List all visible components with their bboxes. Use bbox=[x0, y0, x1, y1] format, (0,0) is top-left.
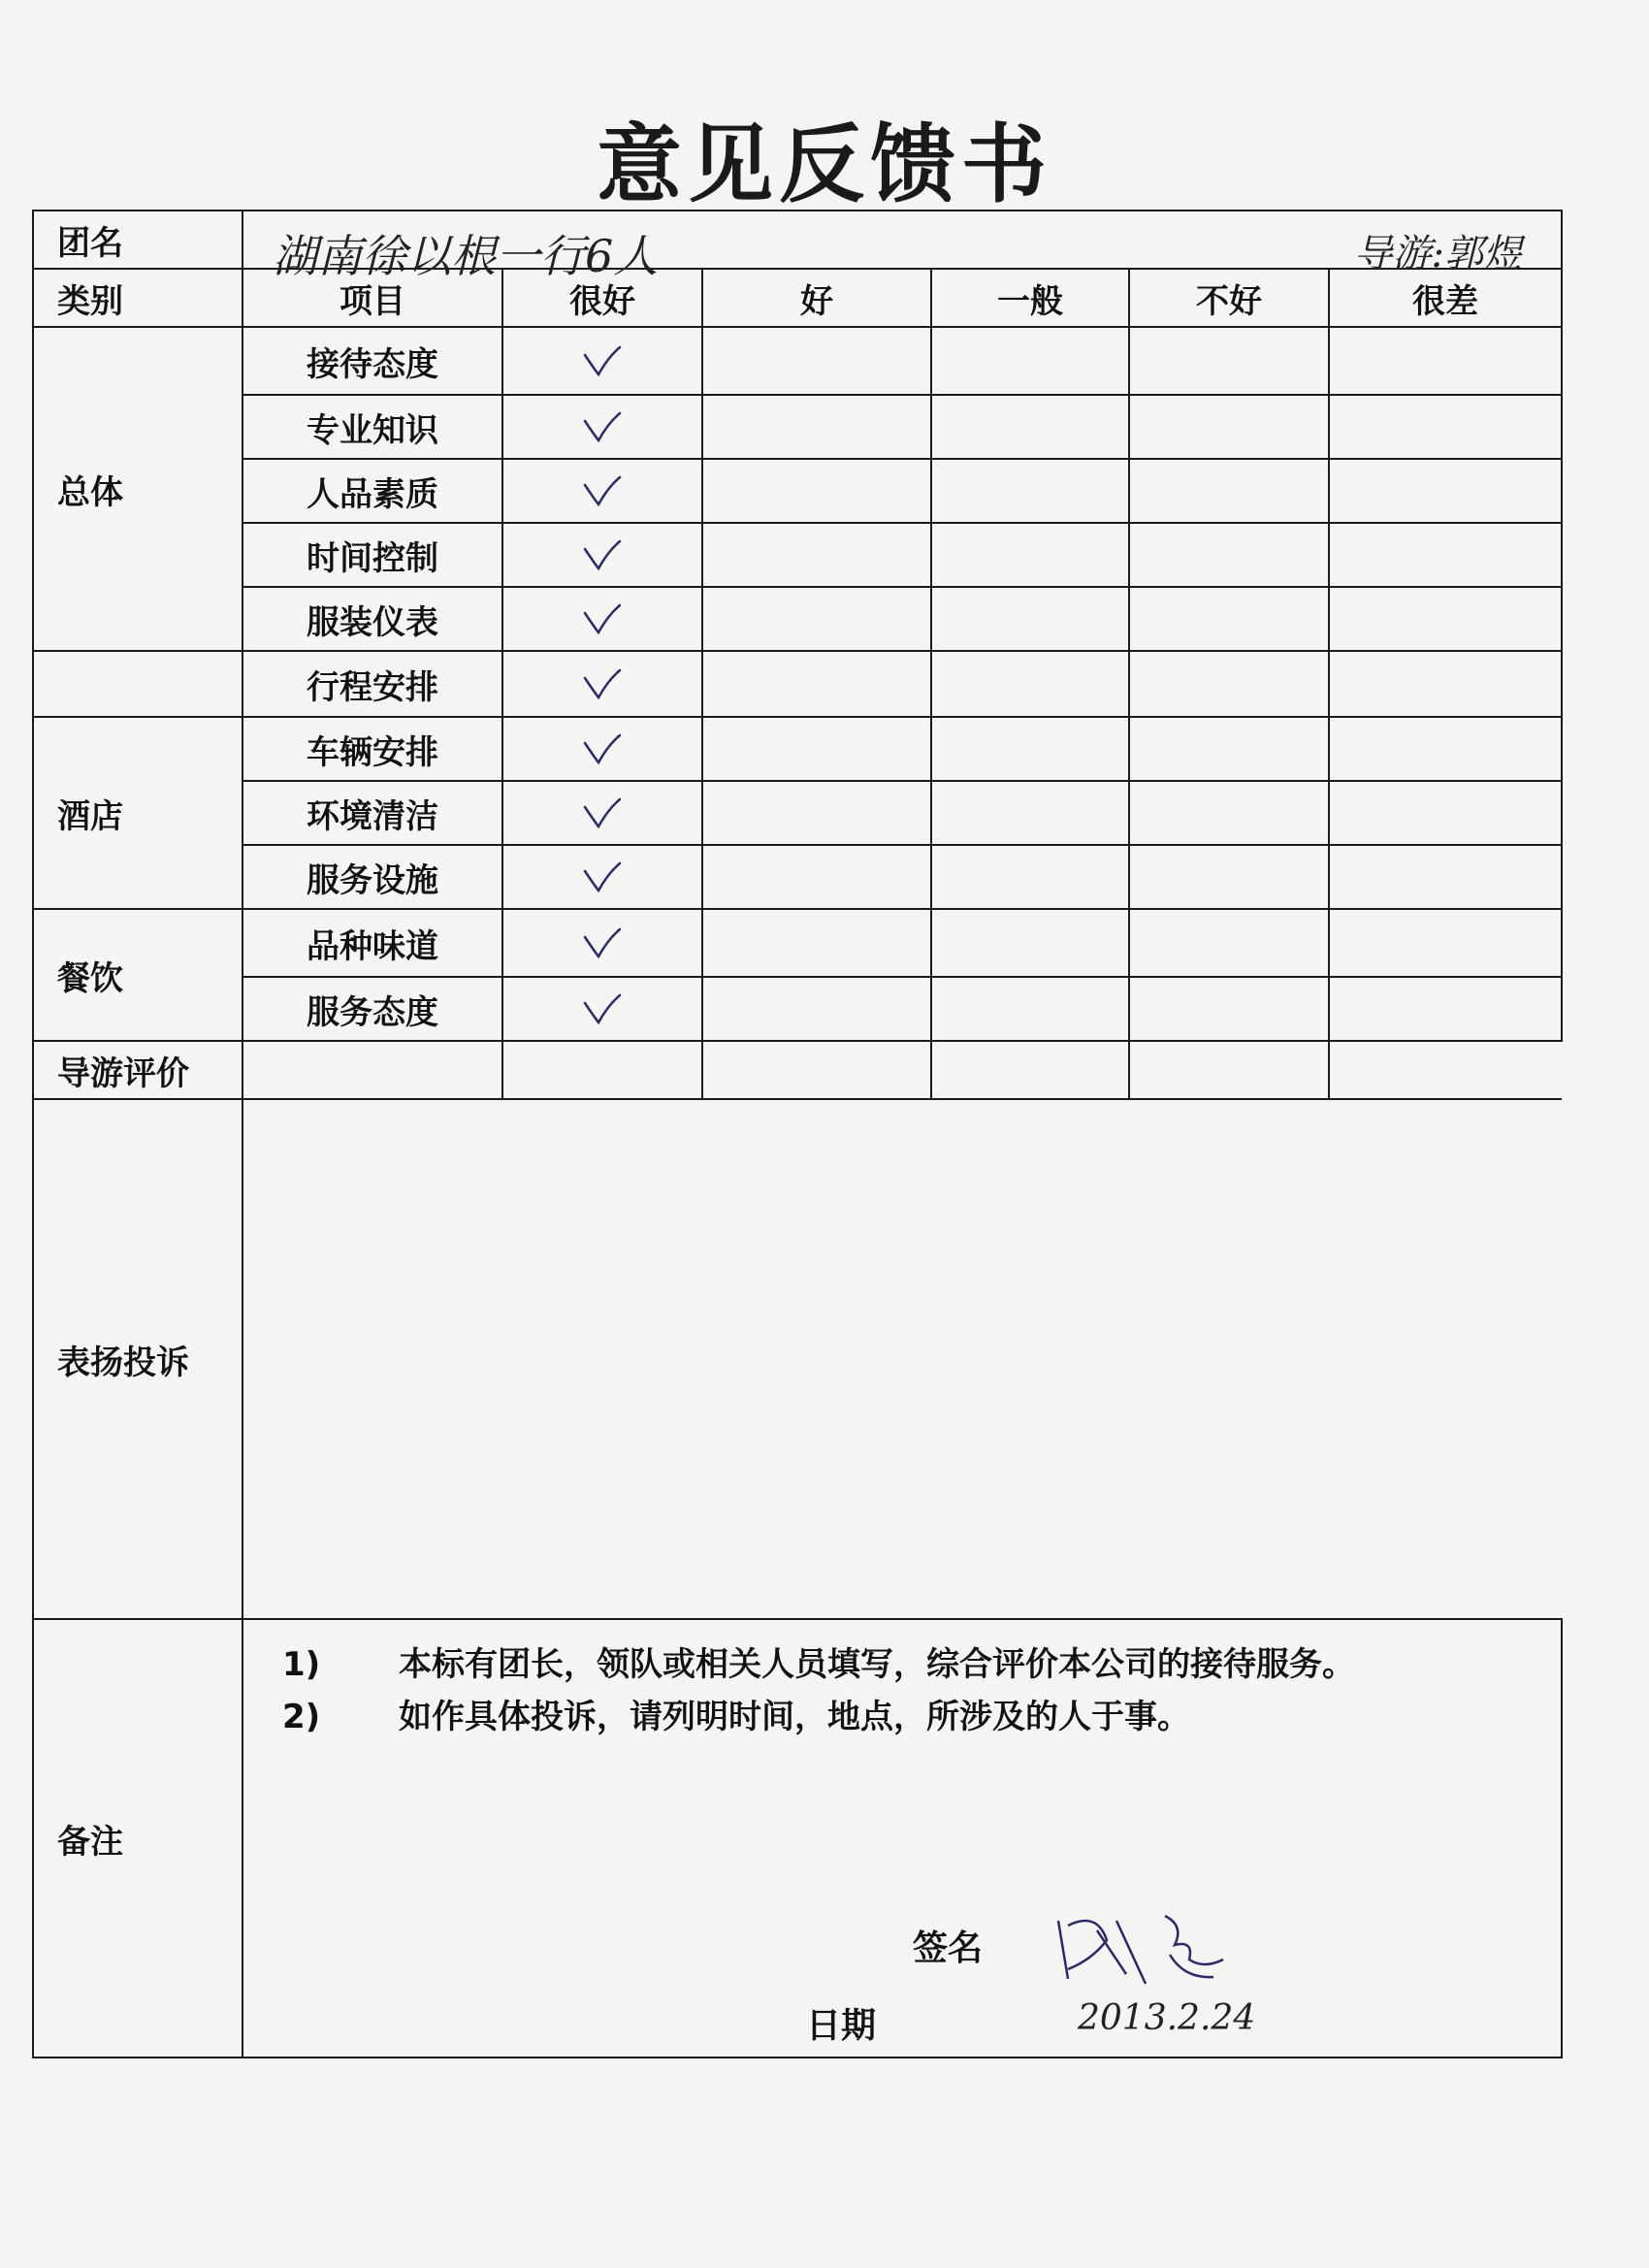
rating-header-good: 好 bbox=[702, 269, 931, 327]
rating-row bbox=[33, 781, 1562, 845]
rating-cell-average[interactable] bbox=[931, 327, 1129, 395]
rating-cell-average[interactable] bbox=[931, 651, 1129, 717]
rating-cell-very-poor[interactable] bbox=[1329, 395, 1562, 459]
rating-cell-good[interactable] bbox=[702, 459, 931, 523]
checkmark-icon bbox=[581, 795, 624, 830]
signature-label: 签名 bbox=[913, 1928, 984, 1968]
rating-cell-very-good[interactable] bbox=[502, 327, 702, 395]
rating-cell-good[interactable] bbox=[702, 523, 931, 587]
note-text: 如作具体投诉，请列明时间，地点，所涉及的人于事。 bbox=[399, 1698, 1190, 1736]
rating-cell-very-good[interactable] bbox=[502, 717, 702, 781]
rating-cell-very-poor[interactable] bbox=[1329, 845, 1562, 909]
rating-cell-average[interactable] bbox=[931, 395, 1129, 459]
item-label: 人品素质 bbox=[242, 459, 502, 523]
rating-cell-very-poor[interactable] bbox=[1329, 651, 1562, 717]
rating-cell-good[interactable] bbox=[702, 977, 931, 1041]
rating-cell-poor[interactable] bbox=[1129, 459, 1329, 523]
rating-cell-poor[interactable] bbox=[1129, 781, 1329, 845]
rating-cell-poor[interactable] bbox=[1129, 395, 1329, 459]
checkmark-icon bbox=[581, 473, 624, 508]
rating-cell-very-good[interactable] bbox=[502, 395, 702, 459]
rating-cell-good[interactable] bbox=[702, 909, 931, 977]
team-name: 湖南徐以根一行6人 bbox=[273, 230, 659, 282]
rating-cell-very-poor[interactable] bbox=[1329, 459, 1562, 523]
note-1 bbox=[282, 1637, 1355, 1685]
rating-cell-very-good[interactable] bbox=[502, 651, 702, 717]
rating-row bbox=[33, 327, 1562, 395]
checkmark-icon bbox=[581, 859, 624, 894]
rating-cell-very-poor[interactable] bbox=[1329, 717, 1562, 781]
guide-eval-cell[interactable] bbox=[242, 1041, 502, 1099]
rating-cell-average[interactable] bbox=[931, 717, 1129, 781]
header-row bbox=[33, 269, 1562, 327]
rating-cell-poor[interactable] bbox=[1129, 845, 1329, 909]
rating-cell-average[interactable] bbox=[931, 977, 1129, 1041]
note-number: 1) bbox=[282, 1645, 321, 1684]
rating-cell-average[interactable] bbox=[931, 459, 1129, 523]
rating-row bbox=[33, 977, 1562, 1041]
checkmark-icon bbox=[581, 666, 624, 701]
rating-row bbox=[33, 459, 1562, 523]
item-label: 行程安排 bbox=[242, 651, 502, 717]
rating-cell-poor[interactable] bbox=[1129, 977, 1329, 1041]
rating-cell-good[interactable] bbox=[702, 781, 931, 845]
guide-eval-cell[interactable] bbox=[931, 1041, 1129, 1099]
item-label: 时间控制 bbox=[242, 523, 502, 587]
guide-eval-label: 导游评价 bbox=[33, 1041, 242, 1099]
item-label: 车辆安排 bbox=[242, 717, 502, 781]
rating-cell-average[interactable] bbox=[931, 845, 1129, 909]
rating-cell-good[interactable] bbox=[702, 327, 931, 395]
rating-row bbox=[33, 845, 1562, 909]
rating-row bbox=[33, 651, 1562, 717]
rating-cell-very-poor[interactable] bbox=[1329, 781, 1562, 845]
praise-complaint-area[interactable] bbox=[242, 1099, 1562, 1619]
rating-cell-average[interactable] bbox=[931, 587, 1129, 651]
item-label: 服装仪表 bbox=[242, 587, 502, 651]
rating-cell-poor[interactable] bbox=[1129, 717, 1329, 781]
guide-eval-cell[interactable] bbox=[1129, 1041, 1329, 1099]
guide-name: 导游:郭煜 bbox=[1353, 232, 1523, 276]
rating-cell-very-good[interactable] bbox=[502, 977, 702, 1041]
item-label: 环境清洁 bbox=[242, 781, 502, 845]
rating-cell-very-good[interactable] bbox=[502, 909, 702, 977]
category-cell: 酒店 bbox=[33, 717, 242, 909]
rating-cell-very-good[interactable] bbox=[502, 781, 702, 845]
remarks-area[interactable] bbox=[242, 1619, 1562, 2057]
rating-cell-poor[interactable] bbox=[1129, 327, 1329, 395]
note-2 bbox=[282, 1690, 1190, 1737]
note-text: 本标有团长，领队或相关人员填写，综合评价本公司的接待服务。 bbox=[399, 1645, 1355, 1684]
guide-eval-cell[interactable] bbox=[702, 1041, 931, 1099]
rating-row bbox=[33, 909, 1562, 977]
rating-cell-very-good[interactable] bbox=[502, 459, 702, 523]
checkmark-icon bbox=[581, 537, 624, 572]
rating-cell-very-poor[interactable] bbox=[1329, 909, 1562, 977]
item-label: 服务态度 bbox=[242, 977, 502, 1041]
rating-header-very-poor: 很差 bbox=[1329, 269, 1562, 327]
rating-cell-poor[interactable] bbox=[1129, 651, 1329, 717]
rating-cell-very-poor[interactable] bbox=[1329, 977, 1562, 1041]
date-value: 2013.2.24 bbox=[1078, 1998, 1256, 2038]
category-cell bbox=[33, 651, 242, 717]
rating-cell-poor[interactable] bbox=[1129, 587, 1329, 651]
item-header: 项目 bbox=[242, 269, 502, 327]
rating-cell-average[interactable] bbox=[931, 781, 1129, 845]
rating-header-average: 一般 bbox=[931, 269, 1129, 327]
checkmark-icon bbox=[581, 731, 624, 766]
rating-cell-very-poor[interactable] bbox=[1329, 523, 1562, 587]
rating-cell-very-good[interactable] bbox=[502, 845, 702, 909]
item-label: 品种味道 bbox=[242, 909, 502, 977]
signature-image bbox=[1049, 1901, 1243, 1989]
date-label: 日期 bbox=[806, 2006, 877, 2046]
rating-row bbox=[33, 395, 1562, 459]
page-title: 意见反馈书 bbox=[596, 113, 1052, 214]
team-value-cell[interactable] bbox=[242, 211, 1562, 282]
rating-cell-poor[interactable] bbox=[1129, 909, 1329, 977]
category-header: 类别 bbox=[33, 269, 242, 327]
guide-eval-row bbox=[33, 1041, 1562, 1099]
rating-cell-very-poor[interactable] bbox=[1329, 327, 1562, 395]
rating-cell-very-good[interactable] bbox=[502, 587, 702, 651]
checkmark-icon bbox=[581, 925, 624, 960]
checkmark-icon bbox=[581, 343, 624, 378]
rating-cell-good[interactable] bbox=[702, 395, 931, 459]
checkmark-icon bbox=[581, 991, 624, 1026]
remarks-row bbox=[33, 1619, 1562, 2057]
rating-cell-poor[interactable] bbox=[1129, 523, 1329, 587]
rating-cell-good[interactable] bbox=[702, 845, 931, 909]
rating-row bbox=[33, 587, 1562, 651]
note-number: 2) bbox=[282, 1698, 321, 1736]
rating-cell-good[interactable] bbox=[702, 651, 931, 717]
rating-cell-very-poor[interactable] bbox=[1329, 587, 1562, 651]
rating-cell-good[interactable] bbox=[702, 587, 931, 651]
rating-cell-good[interactable] bbox=[702, 717, 931, 781]
rating-cell-very-good[interactable] bbox=[502, 523, 702, 587]
praise-complaint-label: 表扬投诉 bbox=[33, 1099, 242, 1619]
guide-eval-cell[interactable] bbox=[502, 1041, 702, 1099]
rating-header-poor: 不好 bbox=[1129, 269, 1329, 327]
remarks-label: 备注 bbox=[33, 1619, 242, 2057]
guide-eval-cell[interactable] bbox=[1329, 1041, 1562, 1099]
feedback-form-table bbox=[32, 210, 1563, 2058]
category-cell: 餐饮 bbox=[33, 909, 242, 1041]
rating-cell-average[interactable] bbox=[931, 523, 1129, 587]
checkmark-icon bbox=[581, 409, 624, 444]
team-label: 团名 bbox=[33, 211, 242, 269]
team-row bbox=[33, 211, 1562, 269]
rating-cell-average[interactable] bbox=[931, 909, 1129, 977]
checkmark-icon bbox=[581, 601, 624, 636]
rating-row bbox=[33, 717, 1562, 781]
item-label: 专业知识 bbox=[242, 395, 502, 459]
praise-complaint-row bbox=[33, 1099, 1562, 1619]
rating-header-very-good: 很好 bbox=[502, 269, 702, 327]
item-label: 服务设施 bbox=[242, 845, 502, 909]
item-label: 接待态度 bbox=[242, 327, 502, 395]
rating-row bbox=[33, 523, 1562, 587]
category-cell: 总体 bbox=[33, 327, 242, 651]
